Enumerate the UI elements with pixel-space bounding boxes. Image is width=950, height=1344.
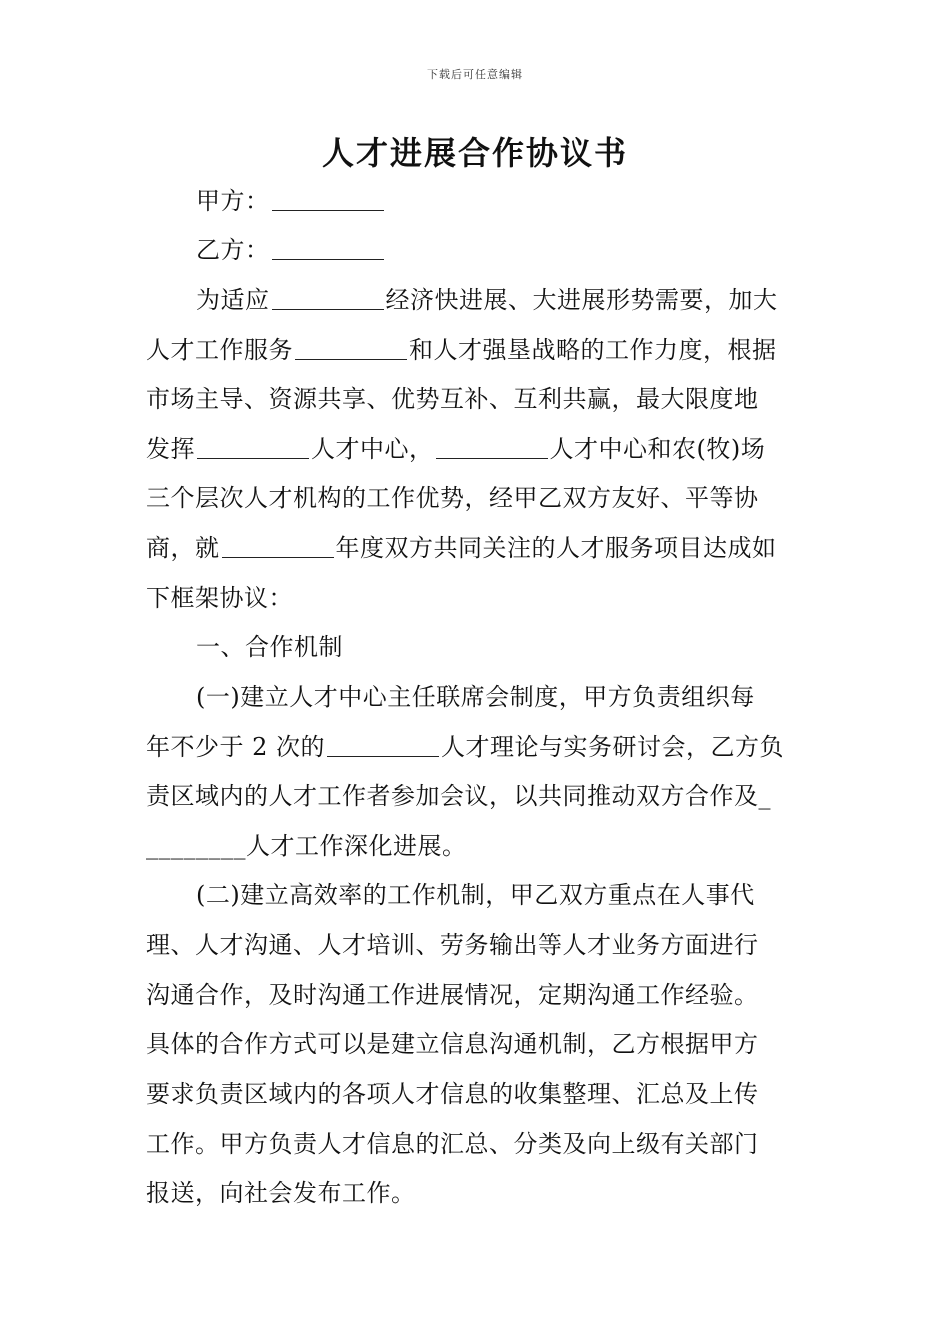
party-a-blank bbox=[272, 188, 384, 211]
text-segment: 人才中心和农(牧)场 bbox=[549, 435, 766, 463]
text-segment: 人才工作服务 bbox=[146, 336, 293, 364]
text-segment: ________ bbox=[146, 832, 246, 860]
text-segment: 人才理论与实务研讨会，乙方负 bbox=[441, 733, 785, 761]
paragraph-line: 要求负责区域内的各项人才信息的收集整理、汇总及上传 bbox=[146, 1080, 759, 1108]
paragraph-line: 具体的合作方式可以是建立信息沟通机制，乙方根据甲方 bbox=[146, 1030, 759, 1058]
fill-blank bbox=[272, 287, 384, 310]
party-a-line bbox=[196, 186, 386, 216]
paragraph-line: (一)建立人才中心主任联席会制度，甲方负责组织每 bbox=[196, 683, 755, 711]
fill-blank bbox=[295, 337, 407, 360]
paragraph-line bbox=[146, 335, 777, 365]
paragraph-line bbox=[196, 285, 778, 315]
paragraph-line: (二)建立高效率的工作机制，甲乙双方重点在人事代 bbox=[196, 881, 755, 909]
text-segment: 商，就 bbox=[146, 534, 220, 562]
paragraph-line: 三个层次人才机构的工作优势，经甲乙双方友好、平等协 bbox=[146, 484, 759, 512]
text-segment: 年不少于 2 次的 bbox=[146, 733, 326, 761]
paragraph-line: 沟通合作，及时沟通工作进展情况，定期沟通工作经验。 bbox=[146, 981, 759, 1009]
paragraph-line: 市场主导、资源共享、优势互补、互利共赢，最大限度地 bbox=[146, 385, 759, 413]
party-a-label: 甲方： bbox=[196, 187, 270, 215]
paragraph-line bbox=[146, 831, 467, 861]
party-b-line bbox=[196, 235, 386, 265]
section-heading: 一、合作机制 bbox=[196, 633, 343, 661]
party-b-label: 乙方： bbox=[196, 236, 270, 264]
paragraph-line bbox=[146, 732, 784, 762]
fill-blank bbox=[197, 436, 309, 459]
text-segment: 经济快进展、大进展形势需要，加大 bbox=[385, 286, 778, 314]
paragraph-line: 理、人才沟通、人才培训、劳务输出等人才业务方面进行 bbox=[146, 931, 759, 959]
text-segment: 发挥 bbox=[146, 435, 195, 463]
paragraph-line: 报送，向社会发布工作。 bbox=[146, 1179, 416, 1207]
text-segment: 和人才强垦战略的工作力度，根据 bbox=[409, 336, 777, 364]
paragraph-line: 下框架协议： bbox=[146, 584, 293, 612]
paragraph-line: 工作。甲方负责人才信息的汇总、分类及向上级有关部门 bbox=[146, 1130, 759, 1158]
document-title: 人才进展合作协议书 bbox=[321, 134, 628, 172]
paragraph-line: 责区域内的人才工作者参加会议，以共同推动双方合作及_ bbox=[146, 782, 771, 810]
text-segment: 人才工作深化进展。 bbox=[246, 832, 467, 860]
text-segment: 为适应 bbox=[196, 286, 270, 314]
text-segment: 人才中心， bbox=[311, 435, 434, 463]
paragraph-line bbox=[146, 434, 765, 464]
fill-blank bbox=[222, 535, 334, 558]
text-segment: 年度双方共同关注的人才服务项目达成如 bbox=[335, 534, 777, 562]
paragraph-line bbox=[146, 533, 777, 563]
fill-blank bbox=[327, 734, 439, 757]
party-b-blank bbox=[272, 237, 384, 260]
header-note: 下载后可任意编辑 bbox=[427, 68, 523, 81]
fill-blank bbox=[436, 436, 548, 459]
